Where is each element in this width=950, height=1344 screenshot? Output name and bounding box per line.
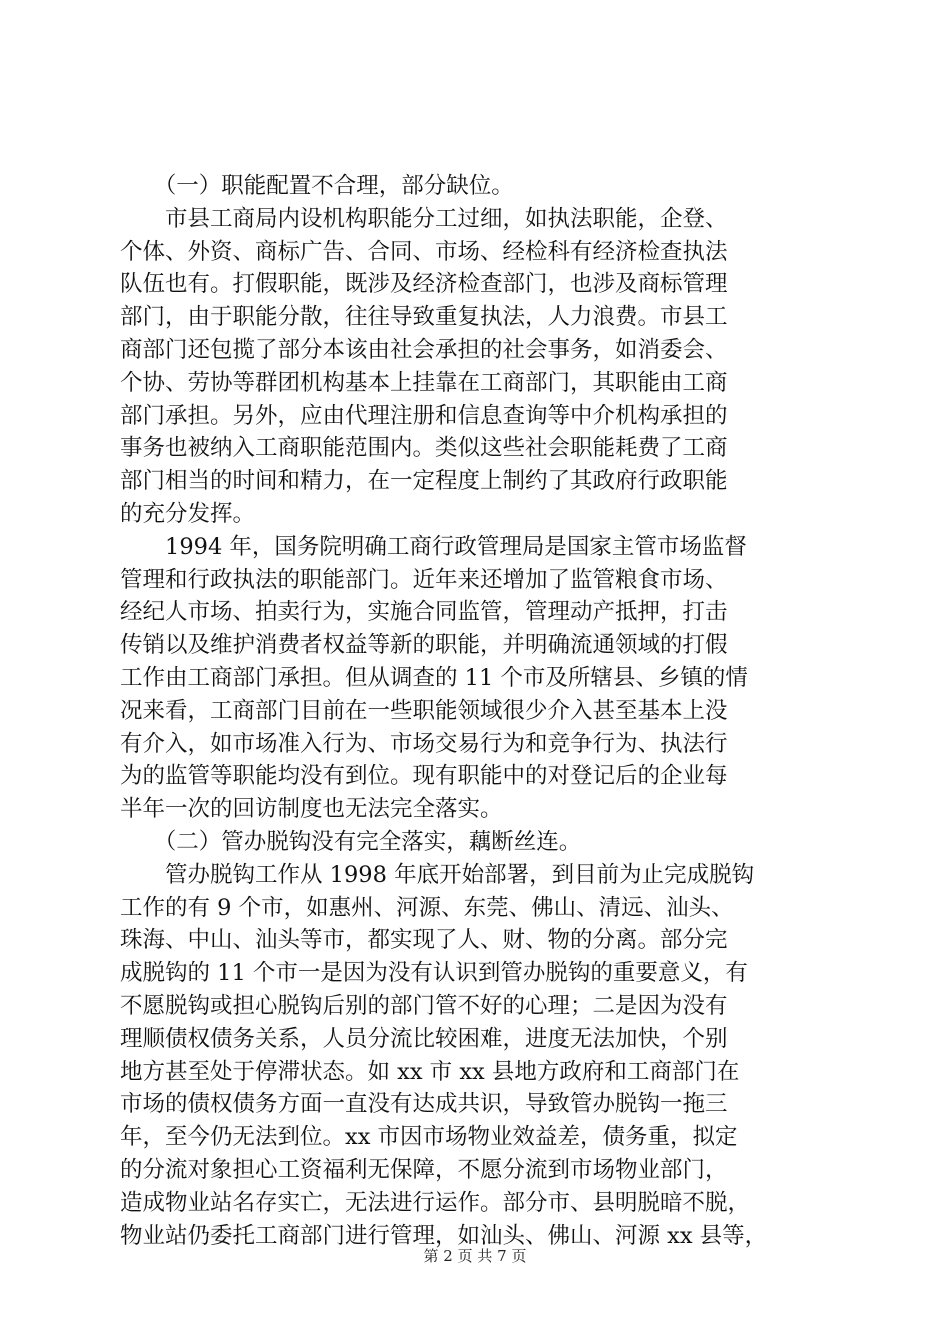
text-line: 部门，由于职能分散，往往导致重复执法，人力浪费。市县工 xyxy=(120,304,728,331)
text-line: 的充分发挥。 xyxy=(120,500,256,527)
text-line: 地方甚至处于停滞状态。如 xx 市 xx 县地方政府和工商部门在 xyxy=(120,1058,740,1085)
text-line: 队伍也有。打假职能，既涉及经济检查部门，也涉及商标管理 xyxy=(120,271,728,298)
text-line: （一）职能配置不合理，部分缺位。 xyxy=(120,173,514,199)
text-line: 管理和行政执法的职能部门。近年来还增加了监管粮食市场、 xyxy=(120,566,728,593)
text-line: 市场的债权债务方面一直没有达成共识，导致管办脱钩一拖三 xyxy=(120,1091,728,1118)
text-line: 经纪人市场、拍卖行为，实施合同监管，管理动产抵押，打击 xyxy=(120,599,728,626)
text-line: 部门承担。另外，应由代理注册和信息查询等中介机构承担的 xyxy=(120,402,728,429)
text-line: 个协、劳协等群团机构基本上挂靠在工商部门，其职能由工商 xyxy=(120,369,728,396)
text-line: 有介入，如市场准入行为、市场交易行为和竞争行为、执法行 xyxy=(120,730,728,757)
text-line: 部门相当的时间和精力，在一定程度上制约了其政府行政职能 xyxy=(120,468,728,495)
text-line: 管办脱钩工作从 1998 年底开始部署，到目前为止完成脱钩 xyxy=(120,861,755,888)
page-footer xyxy=(0,1245,950,1266)
text-line: 商部门还包揽了部分本该由社会承担的社会事务，如消委会、 xyxy=(120,336,728,363)
text-line: 1994 年，国务院明确工商行政管理局是国家主管市场监督 xyxy=(120,533,747,560)
text-line: 不愿脱钩或担心脱钩后别的部门管不好的心理；二是因为没有 xyxy=(120,992,728,1019)
text-line: 造成物业站名存实亡，无法进行运作。部分市、县明脱暗不脱， xyxy=(120,1189,751,1216)
text-line: 珠海、中山、汕头等市，都实现了人、财、物的分离。部分完 xyxy=(120,927,728,954)
text-line: 为的监管等职能均没有到位。现有职能中的对登记后的企业每 xyxy=(120,763,728,790)
text-line: 年，至今仍无法到位。xx 市因市场物业效益差，债务重，拟定 xyxy=(120,1124,738,1151)
text-line: 的分流对象担心工资福利无保障，不愿分流到市场物业部门， xyxy=(120,1156,728,1183)
page-number-label: 第 2 页 共 7 页 xyxy=(423,1247,527,1265)
text-line: 工作由工商部门承担。但从调查的 11 个市及所辖县、乡镇的情 xyxy=(120,664,748,691)
text-line: 理顺债权债务关系，人员分流比较困难，进度无法加快，个别 xyxy=(120,1025,728,1052)
document-body xyxy=(120,170,835,1252)
text-line: 半年一次的回访制度也无法完全落实。 xyxy=(120,796,503,823)
text-line: 工作的有 9 个市，如惠州、河源、东莞、佛山、清远、汕头、 xyxy=(120,894,734,921)
text-line: （二）管办脱钩没有完全落实，藕断丝连。 xyxy=(120,828,582,855)
text-line: 物业站仍委托工商部门进行管理，如汕头、佛山、河源 xx 县等， xyxy=(120,1222,768,1249)
text-line: 况来看，工商部门目前在一些职能领域很少介入甚至基本上没 xyxy=(120,697,728,724)
text-line: 市县工商局内设机构职能分工过细，如执法职能，企登、 xyxy=(120,205,728,232)
text-line: 成脱钩的 11 个市一是因为没有认识到管办脱钩的重要意义，有 xyxy=(120,960,748,987)
text-line: 事务也被纳入工商职能范围内。类似这些社会职能耗费了工商 xyxy=(120,435,728,462)
text-line: 个体、外资、商标广告、合同、市场、经检科有经济检查执法 xyxy=(120,238,728,265)
text-line: 传销以及维护消费者权益等新的职能，并明确流通领域的打假 xyxy=(120,632,728,659)
